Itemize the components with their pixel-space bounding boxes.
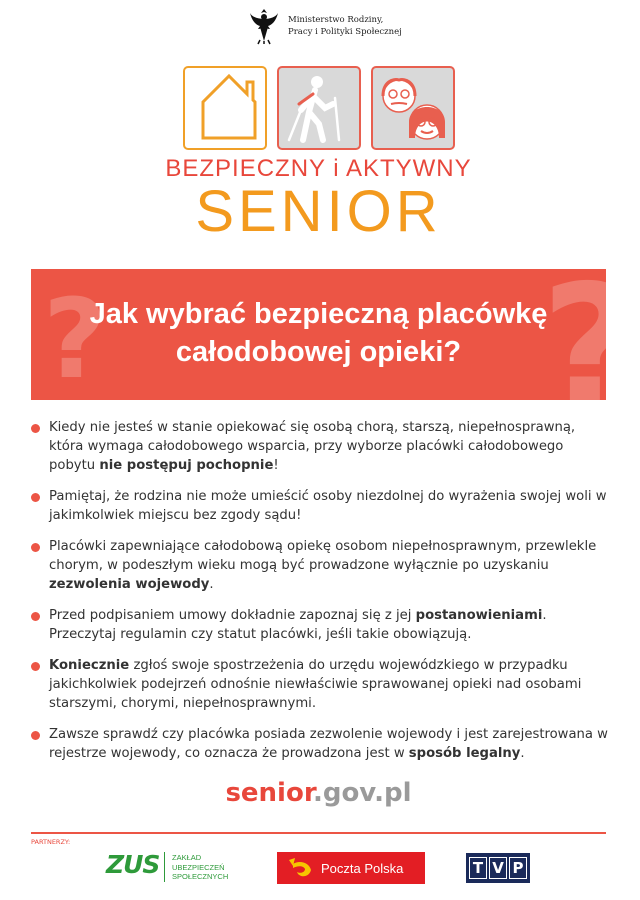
tvp-letter: V (489, 857, 507, 879)
ministry-name-line1: Ministerstwo Rodziny, (288, 15, 384, 25)
tvp-letter: P (509, 857, 527, 879)
logo-subtitle: BEZPIECZNY i AKTYWNY (165, 155, 472, 182)
list-item: Pamiętaj, że rodzina nie może umieścić osoby niezdolnej do wyrażenia swojej woli w jakimkolwiek miejscu bez zgody sądu! (31, 487, 609, 525)
list-item: Przed podpisaniem umowy dokładnie zapoznaj się z jej postanowieniami. Przeczytaj regulamin czy statut placówki, jeśli takie obowiązują. (31, 606, 609, 644)
polish-eagle-icon (248, 7, 280, 45)
senior-couple-icon (371, 66, 455, 150)
zus-logo (106, 850, 246, 884)
tvp-letter: T (469, 857, 487, 879)
bullet-dot-icon (31, 662, 40, 671)
walking-senior-icon (277, 66, 361, 150)
bullet-dot-icon (31, 424, 40, 433)
zus-logo-mark: ZUS (106, 850, 160, 879)
list-item: Koniecznie zgłoś swoje spostrzeżenia do urzędu wojewódzkiego w przypadku jakichkolwiek podejrzeń odnośnie niewłaściwie sprawowanej opieki nad osobami starszymi, chorymi, niepełnosprawnymi. (31, 656, 609, 713)
list-item: Placówki zapewniające całodobową opiekę osobom niepełnosprawnym, przewlekle chorym, w podeszłym wieku mogą być prowadzone wyłącznie po uzyskaniu zezwolenia wojewody. (31, 537, 609, 594)
bullet-dot-icon (31, 493, 40, 502)
advice-list (31, 418, 609, 775)
partners-label: PARTNERZY: (31, 838, 71, 846)
zus-separator (164, 852, 165, 882)
ministry-name-line2: Pracy i Polityki Społecznej (288, 27, 402, 37)
house-icon (183, 66, 267, 150)
tvp-logo (466, 853, 530, 883)
question-mark-icon: ? (541, 249, 640, 447)
poczta-polska-text: Poczta Polska (321, 860, 404, 876)
question-mark-icon: ? (43, 275, 107, 403)
ministry-header (248, 6, 408, 46)
list-item: Zawsze sprawdź czy placówka posiada zezwolenie wojewody i jest zarejestrowana w rejestrze wojewody, co oznacza że prowadzona jest w sposób legalny. (31, 725, 609, 763)
footer-divider (31, 832, 606, 834)
poczta-polska-logo (277, 852, 425, 884)
bullet-dot-icon (31, 612, 40, 621)
logo-icons (183, 66, 455, 150)
list-item: Kiedy nie jesteś w stanie opiekować się osobą chorą, starszą, niepełnosprawną, która wymaga całodobowego wsparcia, przy wyborze placówki całodobowego pobytu nie postępuj pochopnie! (31, 418, 609, 475)
website-link[interactable]: senior.gov.pl (225, 778, 412, 808)
post-horn-icon (285, 854, 315, 882)
bullet-dot-icon (31, 543, 40, 552)
zus-full-name: ZAKŁAD UBEZPIECZEŃ SPOŁECZNYCH (172, 853, 229, 881)
banner-title: Jak wybrać bezpieczną placówkę całodobowej opieki? (89, 298, 548, 368)
logo-title: SENIOR (195, 179, 442, 244)
bullet-dot-icon (31, 731, 40, 740)
